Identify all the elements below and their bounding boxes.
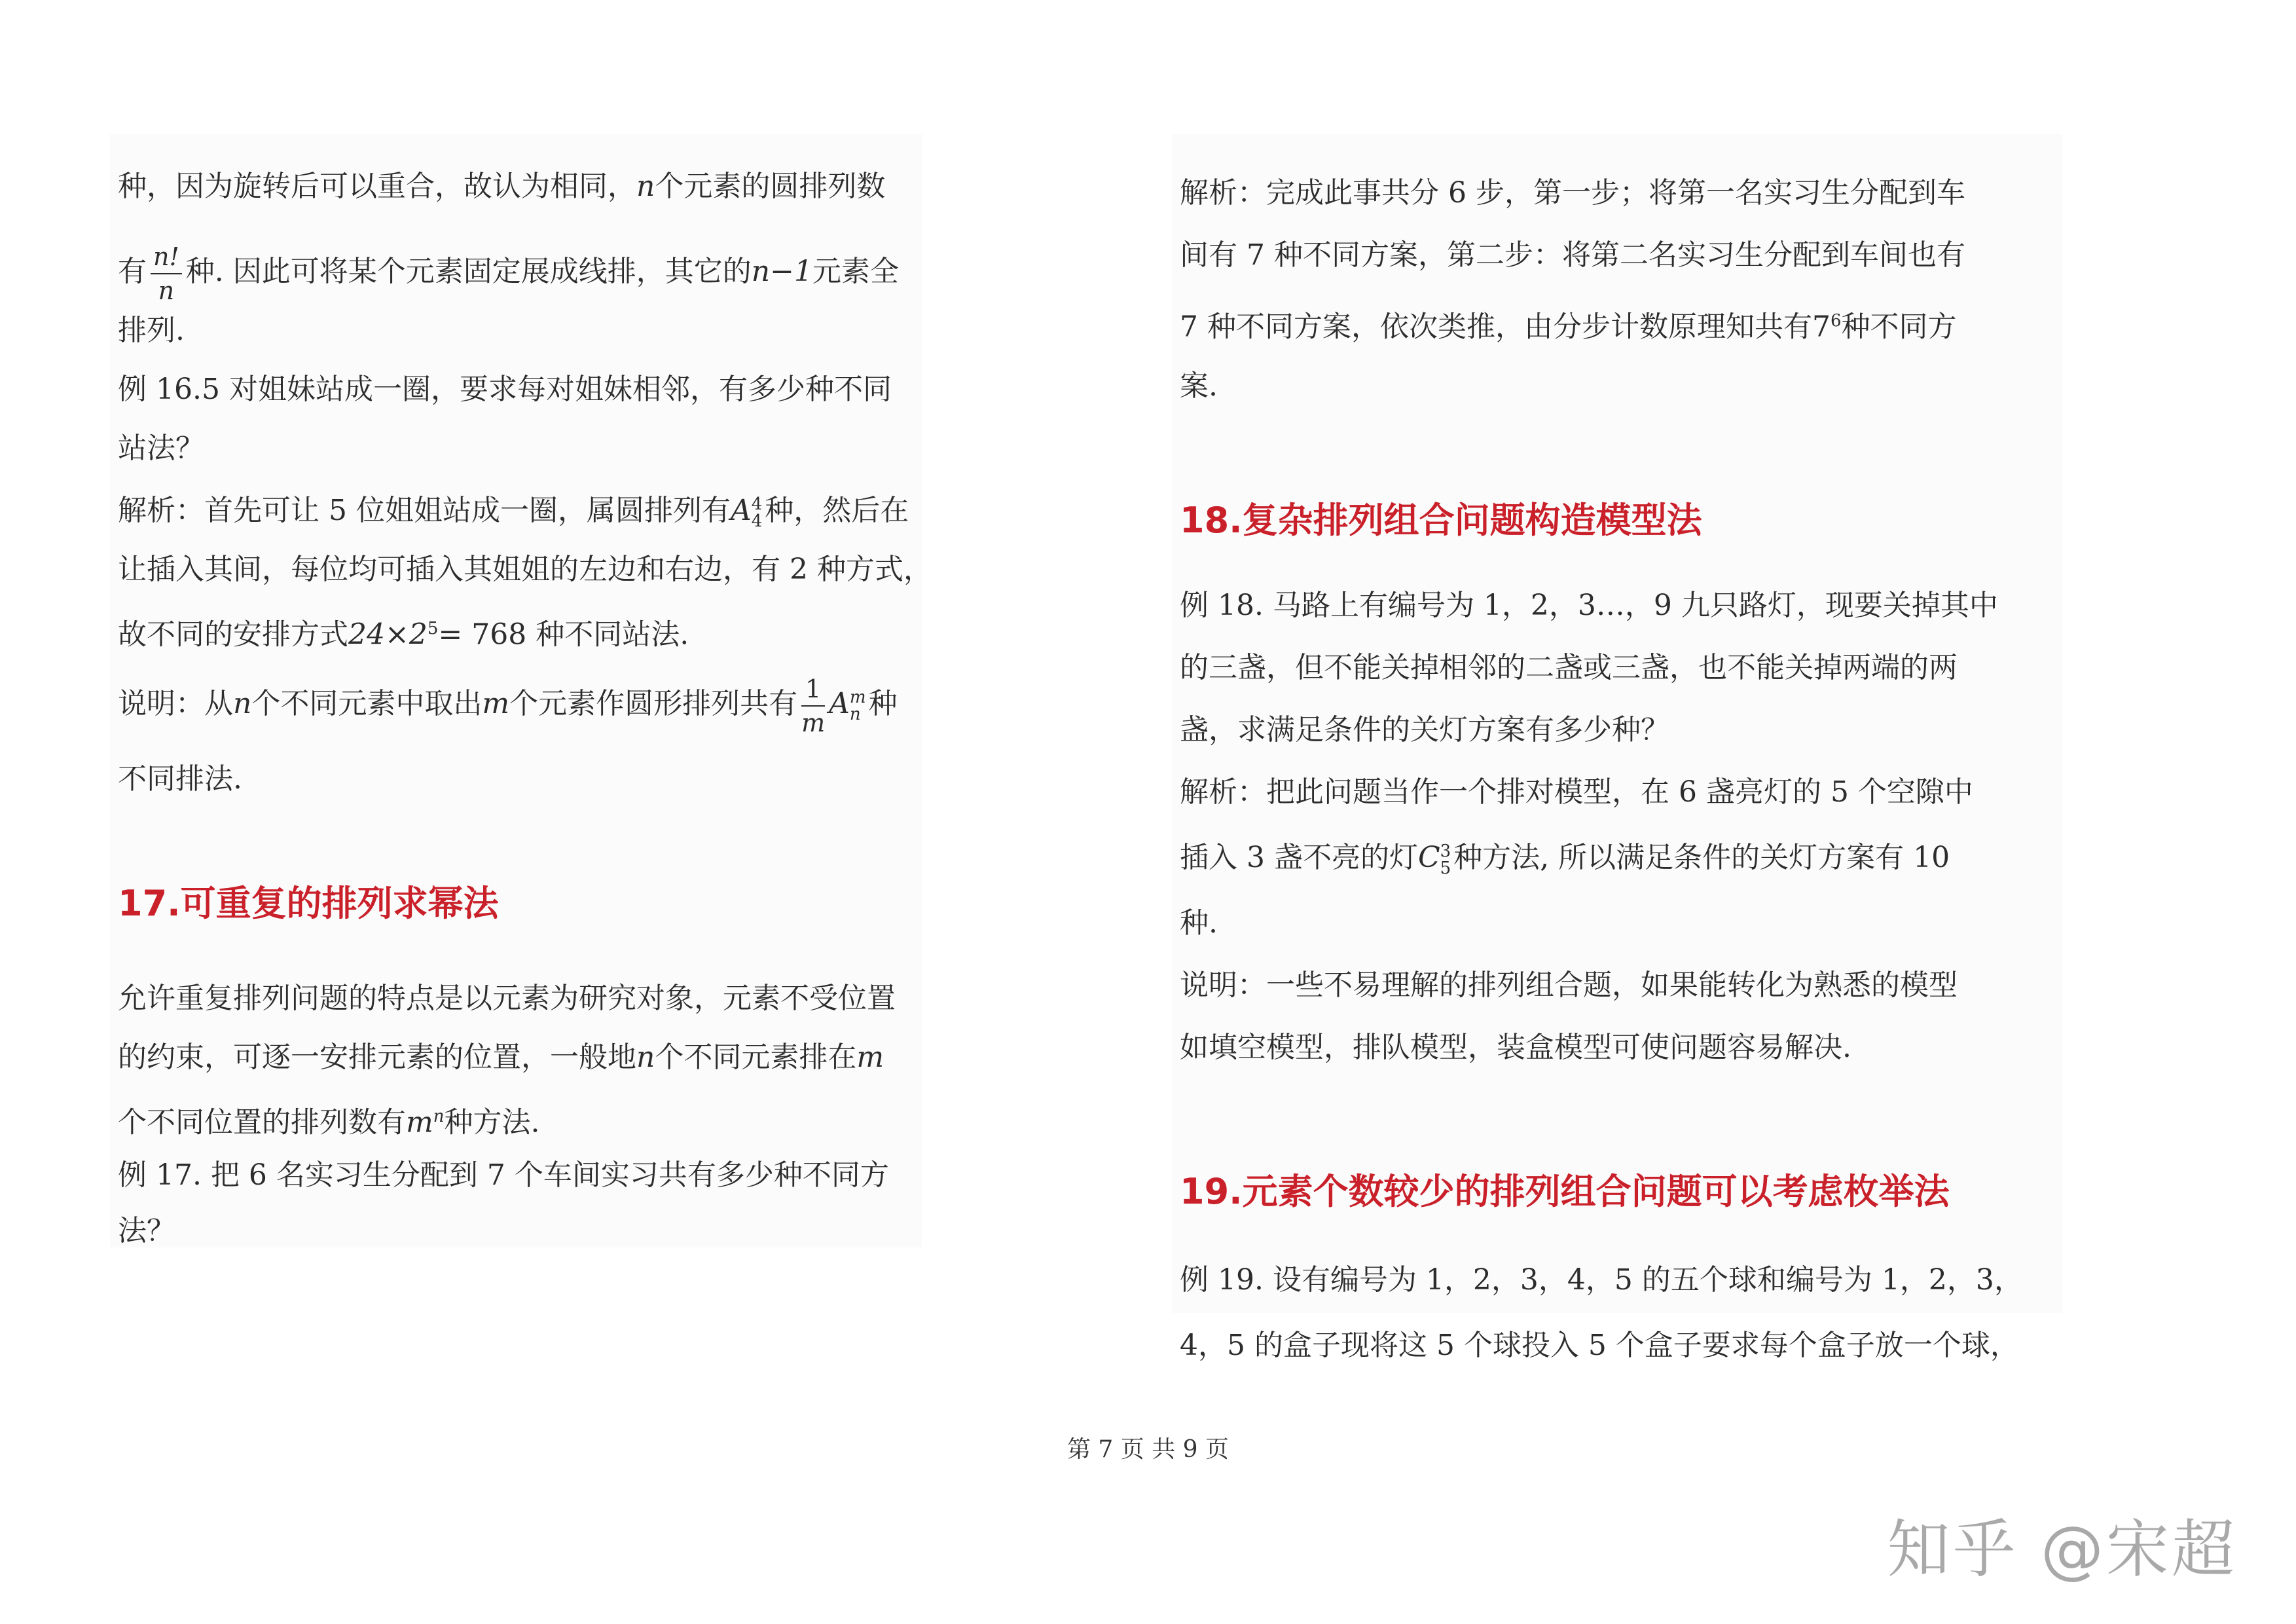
- fraction: $\frac{1}{m}$: [801, 674, 826, 737]
- right-column: [1172, 134, 2062, 1362]
- text-line: 插入 3 盏不亮的灯C 3 5 种方法, 所以满足条件的关灯方案有 10: [1180, 841, 1950, 878]
- text-line: 案.: [1180, 369, 1218, 403]
- text-line: 解析：首先可让 5 位姐姐站成一圈，属圆排列有A 4 4 种，然后在: [118, 494, 909, 531]
- text-line: 排列.: [118, 314, 185, 347]
- section-heading-17: 17.可重复的排列求幂法: [118, 883, 499, 924]
- text-line: 的约束，可逐一安排元素的位置，一般地n个不同元素排在m: [118, 1041, 884, 1074]
- text-line: 说明：从n个不同元素中取出m个元素作圆形排列共有 $\frac{1}{m}$ A m n 种: [118, 674, 898, 737]
- text-line: 种.: [1180, 906, 1218, 940]
- text-line: 说明：一些不易理解的排列组合题，如果能转化为熟悉的模型: [1180, 969, 1958, 1002]
- text-line: 4，5 的盒子现将这 5 个球投入 5 个盒子要求每个盒子放一个球，: [1180, 1329, 2019, 1362]
- index-pair: m n: [849, 687, 866, 724]
- text-line: 解析：完成此事共分 6 步，第一步；将第一名实习生分配到车: [1180, 176, 1965, 210]
- text-line: 允许重复排列问题的特点是以元素为研究对象，元素不受位置: [118, 982, 896, 1015]
- text-line: 站法？: [118, 432, 204, 465]
- text-line: 种，因为旋转后可以重合，故认为相同，n个元素的圆排列数: [118, 170, 886, 203]
- fraction: $\frac{n!}{n}$: [151, 244, 182, 303]
- text-line: 7 种不同方案，依次类推，由分步计数原理知共有$7^6$种不同方: [1180, 310, 1957, 344]
- page-number: 第 7 页 共 9 页: [1066, 1436, 1230, 1463]
- text-line: 不同排法.: [118, 762, 242, 796]
- index-pair: 3 5: [1440, 841, 1451, 878]
- text-line: 间有 7 种不同方案，第二步：将第二名实习生分配到车间也有: [1180, 238, 1965, 272]
- watermark: 知乎 @宋超: [1887, 1513, 2237, 1586]
- text-line: 有 $\frac{n!}{n}$ 种. 因此可将某个元素固定展成线排，其它的n−1元素全: [118, 242, 899, 305]
- text-line: 解析：把此问题当作一个排对模型，在 6 盏亮灯的 5 个空隙中: [1180, 775, 1973, 809]
- text-line: 例 19. 设有编号为 1，2，3，4，5 的五个球和编号为 1，2，3，: [1180, 1263, 2023, 1297]
- text-line: 让插入其间，每位均可插入其姐姐的左边和右边，有 2 种方式，: [118, 553, 932, 586]
- text-line: 个不同位置的排列数有$m^n$种方法.: [118, 1105, 540, 1139]
- text-line: 如填空模型，排队模型，装盒模型可使问题容易解决.: [1180, 1031, 1851, 1064]
- left-column: [110, 134, 932, 1247]
- text-line: 的三盏，但不能关掉相邻的二盏或三盏，也不能关掉两端的两: [1180, 651, 1958, 684]
- text-line: 盏，求满足条件的关灯方案有多少种？: [1180, 713, 1669, 747]
- section-heading-18: 18.复杂排列组合问题构造模型法: [1180, 500, 1702, 541]
- text-line: 例 17. 把 6 名实习生分配到 7 个车间实习共有多少种不同方: [118, 1158, 889, 1192]
- text-line: 例 18. 马路上有编号为 1，2，3…，9 九只路灯，现要关掉其中: [1180, 589, 1998, 622]
- text-line: 例 16.5 对姐妹站成一圈，要求每对姐妹相邻，有多少种不同: [118, 373, 892, 406]
- text-line: 法？: [118, 1214, 175, 1247]
- section-heading-19: 19.元素个数较少的排列组合问题可以考虑枚举法: [1180, 1171, 1950, 1212]
- text-line: 故不同的安排方式$24\times 2^5= 768$ 种不同站法.: [118, 618, 689, 652]
- index-pair: 4 4: [751, 494, 763, 531]
